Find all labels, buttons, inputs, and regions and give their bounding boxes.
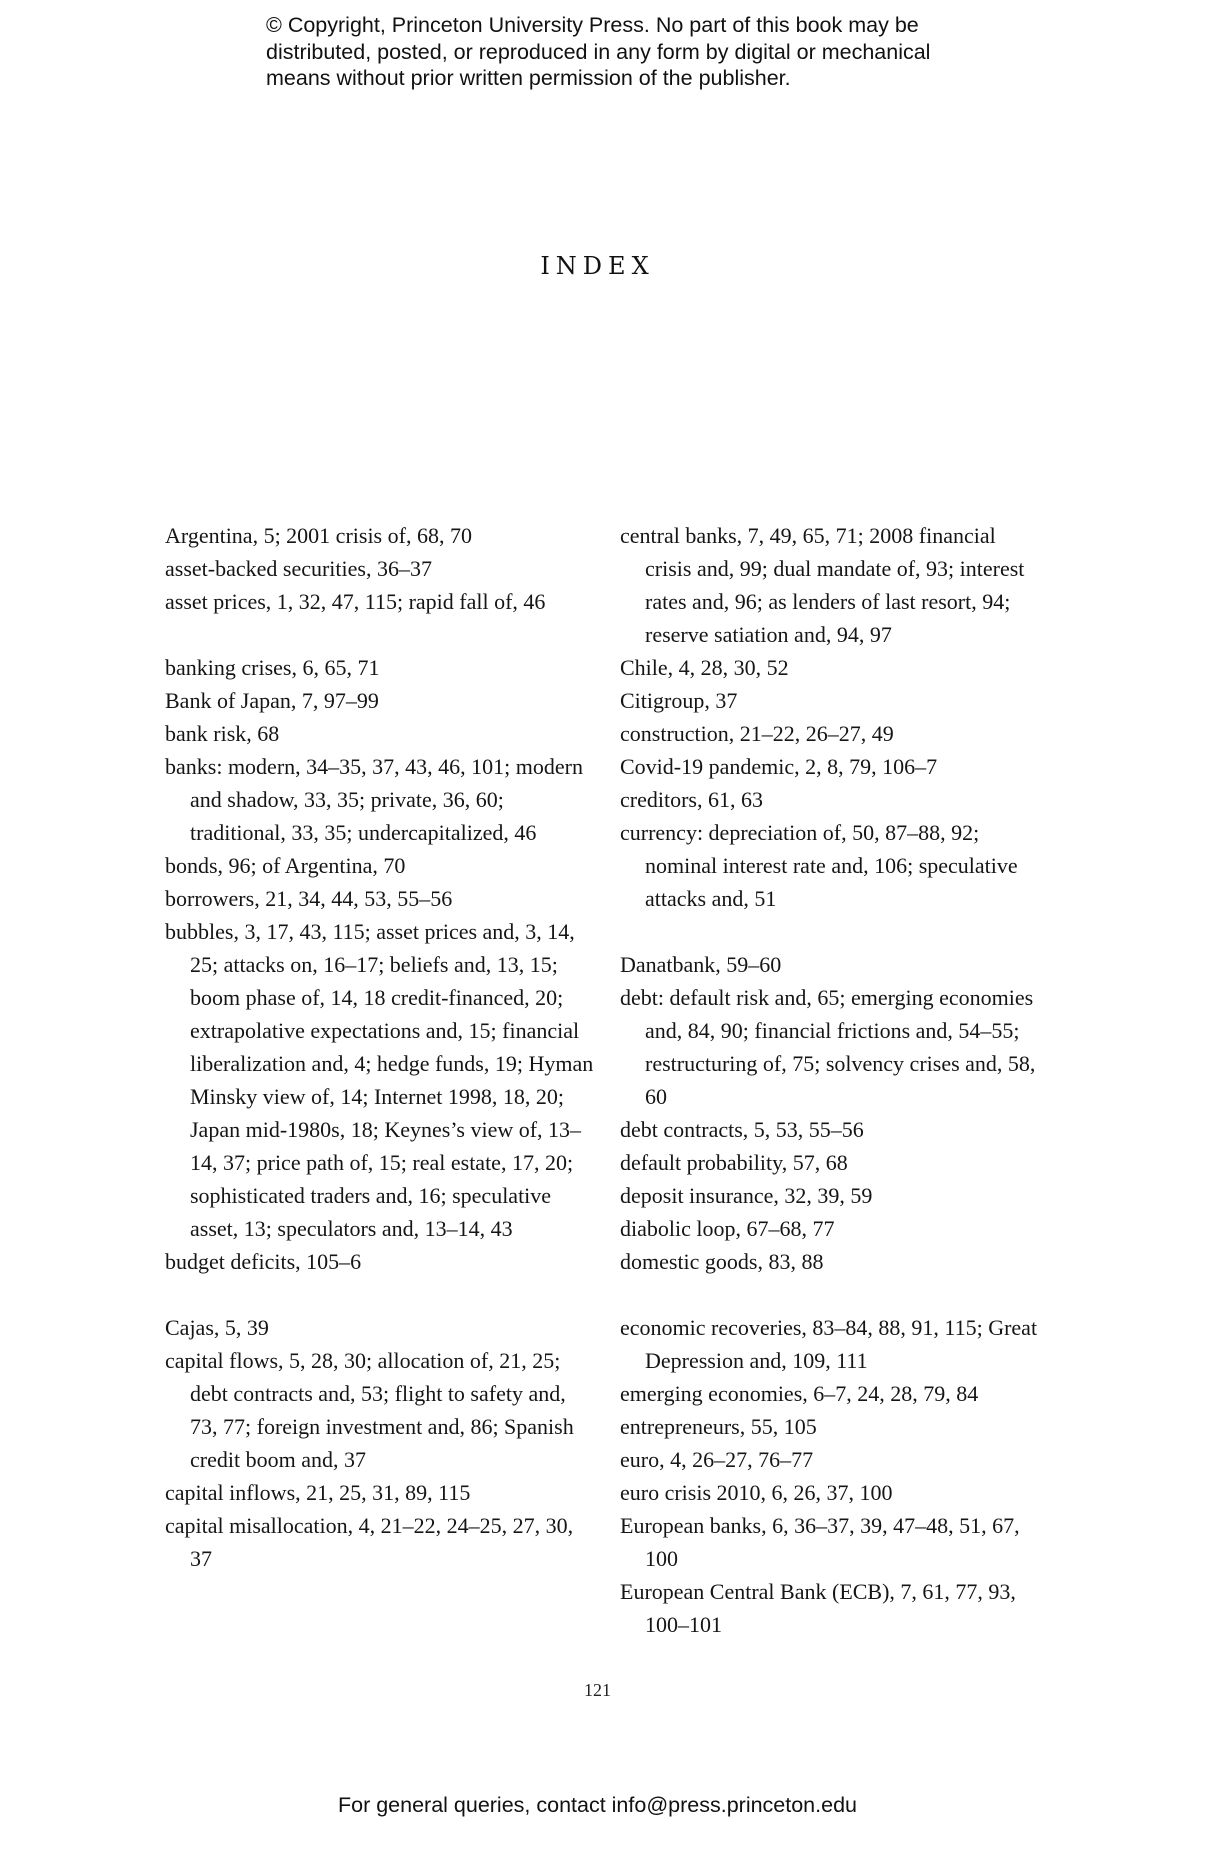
index-entry: economic recoveries, 83–84, 88, 91, 115; Great Depression and, 109, 111 [620,1315,1038,1373]
copyright-line-1: © Copyright, Princeton University Press. No part of this book may be [266,13,919,37]
index-entry: budget deficits, 105–6 [165,1249,362,1274]
index-entry: Argentina, 5; 2001 crisis of, 68, 70 [165,523,472,548]
index-entry: asset-backed securities, 36–37 [165,556,432,581]
index-entry: euro, 4, 26–27, 76–77 [620,1447,814,1472]
index-entry: euro crisis 2010, 6, 26, 37, 100 [620,1480,893,1505]
index-entry: borrowers, 21, 34, 44, 53, 55–56 [165,886,453,911]
index-entry: entrepreneurs, 55, 105 [620,1414,817,1439]
copyright-line-3: means without prior written permission of the publisher. [266,66,791,90]
index-entry: construction, 21–22, 26–27, 49 [620,721,894,746]
index-entry: creditors, 61, 63 [620,787,763,812]
index-entry: currency: depreciation of, 50, 87–88, 92; nominal interest rate and, 106; speculative attacks and, 51 [620,820,1018,911]
index-entry: bubbles, 3, 17, 43, 115; asset prices and, 3, 14, 25; attacks on, 16–17; beliefs and, 13, 15; boom phase of, 14, 18 credit-financed, 20; extrapolative expectations and, 15; financial liberalization and, 4; hedge funds, 19; Hyman Minsky view of, 14; Internet 1998, 18, 20; Japan mid-1980s, 18; Keynes’s view of, 13–14, 37; price path of, 15; real estate, 17, 20; sophisticated traders and, 16; speculative asset, 13; speculators and, 13–14, 43 [165,919,594,1241]
index-entry: European banks, 6, 36–37, 39, 47–48, 51, 67, 100 [620,1513,1020,1571]
page-title: INDEX [540,252,655,280]
index-entry: capital misallocation, 4, 21–22, 24–25, 27, 30, 37 [165,1513,574,1571]
index-entry: deposit insurance, 32, 39, 59 [620,1183,873,1208]
letter-group-gap [165,618,595,651]
index-entry: default probability, 57, 68 [620,1150,848,1175]
index-entry: domestic goods, 83, 88 [620,1249,824,1274]
copyright-notice [266,12,1026,92]
index-entry: bonds, 96; of Argentina, 70 [165,853,406,878]
footer-contact: For general queries, contact info@press.princeton.edu [337,1793,857,1817]
index-entry: Danatbank, 59–60 [620,952,782,977]
index-entry: diabolic loop, 67–68, 77 [620,1216,835,1241]
index-entry: European Central Bank (ECB), 7, 61, 77, 93, 100–101 [620,1579,1016,1637]
page-number: 121 [584,1680,611,1700]
index-entry: asset prices, 1, 32, 47, 115; rapid fall of, 46 [165,589,546,614]
copyright-line-2: distributed, posted, or reproduced in any form by digital or mechanical [266,39,931,64]
index-entry: central banks, 7, 49, 65, 71; 2008 financial crisis and, 99; dual mandate of, 93; interest rates and, 96; as lenders of last resort, 94; reserve satiation and, 94, 97 [620,523,1025,647]
index-entry: debt: default risk and, 65; emerging economies and, 84, 90; financial frictions and, 54–55; restructuring of, 75; solvency crises and, 58, 60 [620,985,1036,1109]
index-entry: Cajas, 5, 39 [165,1315,269,1340]
letter-group-gap [620,1278,1040,1311]
letter-group-gap [620,915,1040,948]
index-entry: Bank of Japan, 7, 97–99 [165,688,379,713]
index-entry: banks: modern, 34–35, 37, 43, 46, 101; modern and shadow, 33, 35; private, 36, 60; traditional, 33, 35; undercapitalized, 46 [165,754,583,845]
index-entry: Citigroup, 37 [620,688,738,713]
index-entry: banking crises, 6, 65, 71 [165,655,380,680]
index-entry: emerging economies, 6–7, 24, 28, 79, 84 [620,1381,979,1406]
index-entry: bank risk, 68 [165,721,280,746]
index-column-left [165,519,595,1575]
index-column-right [620,519,1040,1641]
index-entry: Covid-19 pandemic, 2, 8, 79, 106–7 [620,754,938,779]
index-entry: debt contracts, 5, 53, 55–56 [620,1117,864,1142]
letter-group-gap [165,1278,595,1311]
index-entry: capital flows, 5, 28, 30; allocation of, 21, 25; debt contracts and, 53; flight to safety and, 73, 77; foreign investment and, 86; Spanish credit boom and, 37 [165,1348,574,1472]
index-entry: Chile, 4, 28, 30, 52 [620,655,789,680]
index-entry: capital inflows, 21, 25, 31, 89, 115 [165,1480,471,1505]
